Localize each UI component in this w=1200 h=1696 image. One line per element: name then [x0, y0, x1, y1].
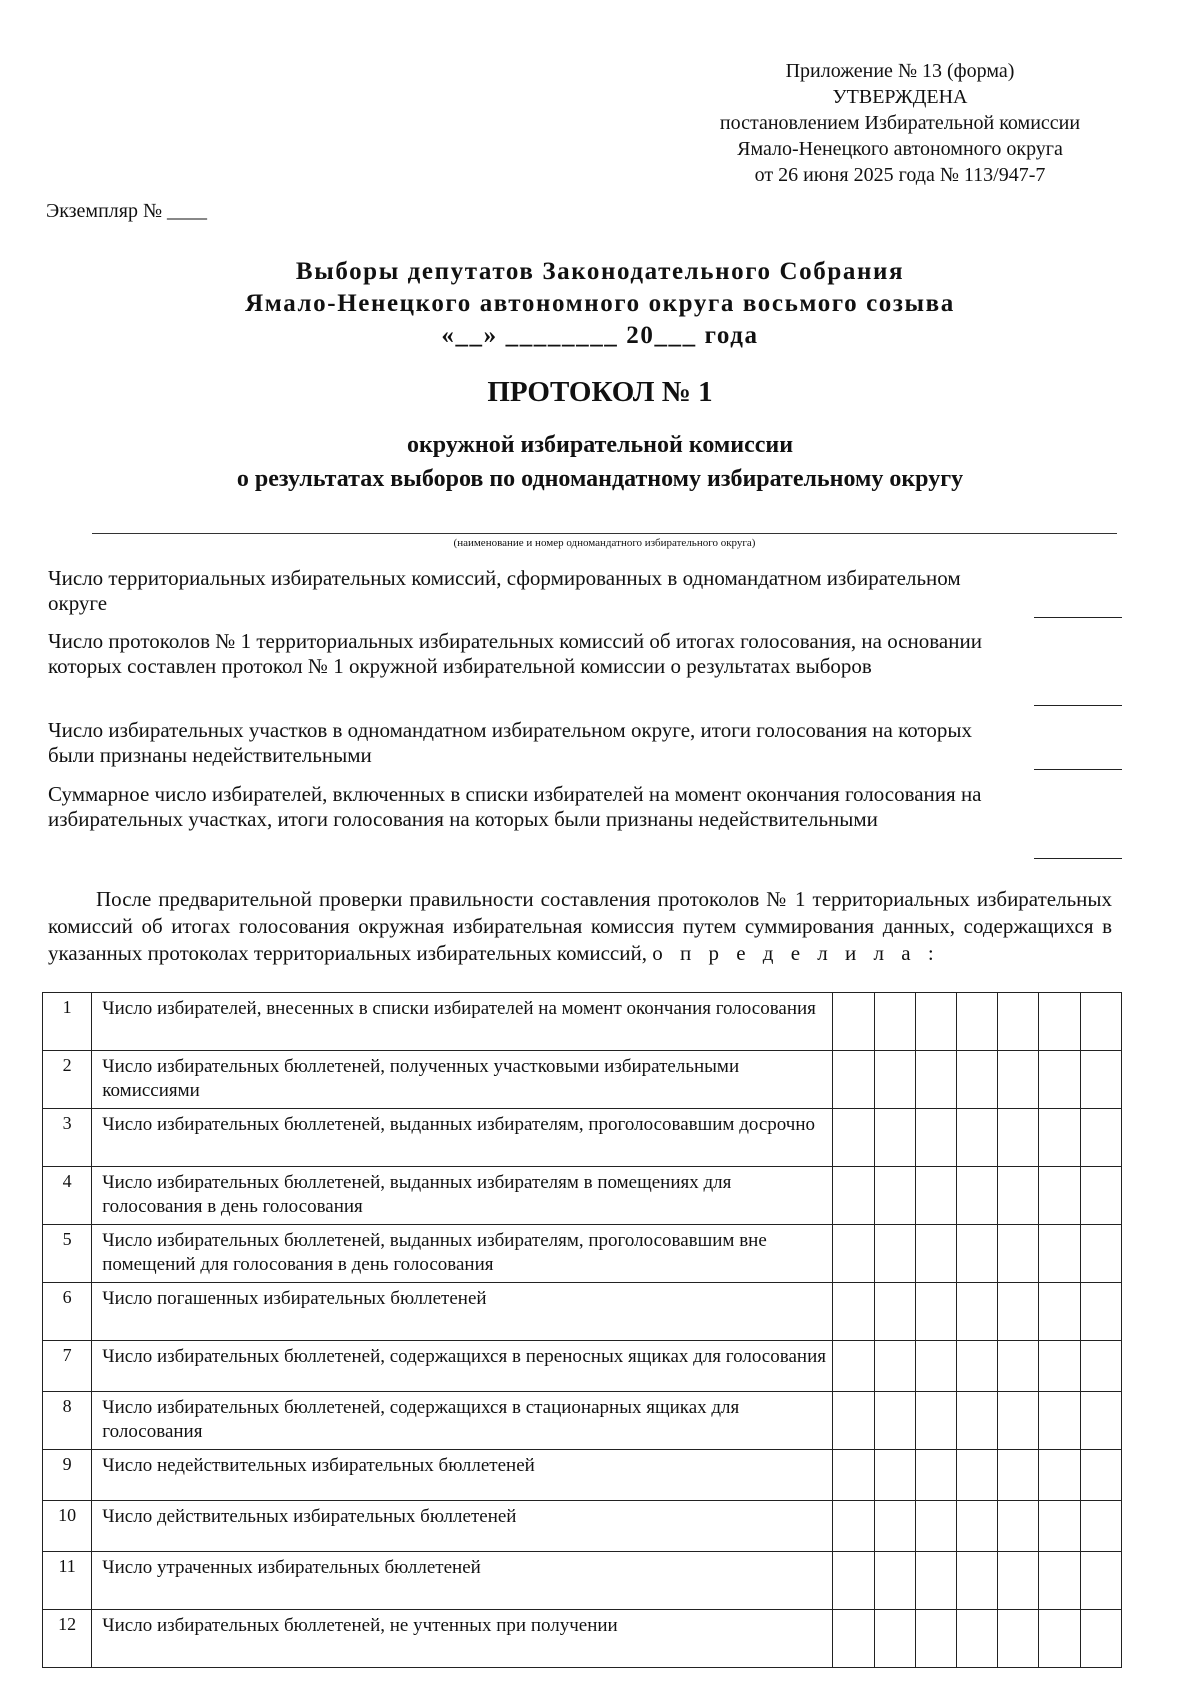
- digit-cell[interactable]: [957, 993, 998, 1051]
- row-label: Число избирательных бюллетеней, выданных избирателям в помещениях для голосования в день голосования: [92, 1167, 833, 1225]
- row-label: Число недействительных избирательных бюллетеней: [92, 1450, 833, 1501]
- table-row: [43, 1341, 1122, 1392]
- table-row: [43, 1610, 1122, 1668]
- digit-cell[interactable]: [915, 1501, 956, 1552]
- row-number: 5: [43, 1225, 92, 1283]
- digit-cell[interactable]: [833, 1610, 874, 1668]
- digit-cell[interactable]: [998, 993, 1039, 1051]
- digit-cell[interactable]: [957, 1051, 998, 1109]
- digit-cell[interactable]: [1080, 1109, 1121, 1167]
- digit-cell[interactable]: [998, 1501, 1039, 1552]
- table-row: [43, 1051, 1122, 1109]
- digit-cell[interactable]: [957, 1283, 998, 1341]
- digit-cell[interactable]: [833, 1051, 874, 1109]
- digit-cell[interactable]: [957, 1341, 998, 1392]
- results-table: [42, 992, 1122, 1668]
- digit-cell[interactable]: [1039, 1392, 1080, 1450]
- decision-text: После предварительной проверки правильности составления протоколов № 1 территориальных избирательных комиссий об итогах голосования окружная избирательная комиссия путем суммирования данных, содержащихся в указанных протоколах территориальных избирательных комиссий,: [48, 887, 1112, 965]
- digit-cell[interactable]: [998, 1051, 1039, 1109]
- digit-cell[interactable]: [957, 1109, 998, 1167]
- info-item-invalid-precincts: Число избирательных участков в одномандатном избирательном округе, итоги голосования на которых были признаны недействительными: [48, 718, 972, 767]
- digit-cell[interactable]: [998, 1225, 1039, 1283]
- approved-label: УТВЕРЖДЕНА: [832, 86, 968, 108]
- info-blank-invalid-precincts[interactable]: [1034, 769, 1122, 770]
- digit-cell[interactable]: [957, 1610, 998, 1668]
- digit-cell[interactable]: [998, 1109, 1039, 1167]
- digit-cell[interactable]: [1080, 1552, 1121, 1610]
- digit-cell[interactable]: [833, 1109, 874, 1167]
- table-row: [43, 1552, 1122, 1610]
- digit-cell[interactable]: [1080, 1283, 1121, 1341]
- digit-cell[interactable]: [1080, 1450, 1121, 1501]
- row-label: Число утраченных избирательных бюллетеней: [92, 1552, 833, 1610]
- digit-cell[interactable]: [957, 1501, 998, 1552]
- row-number: 2: [43, 1051, 92, 1109]
- digit-cell[interactable]: [1080, 993, 1121, 1051]
- digit-cell[interactable]: [1039, 1610, 1080, 1668]
- election-title-line1: Выборы депутатов Законодательного Собрания: [295, 258, 905, 285]
- info-item-protocols: Число протоколов № 1 территориальных избирательных комиссий об итогах голосования, на основании которых составлен протокол № 1 окружной избирательной комиссии о результатах выборов: [48, 629, 982, 678]
- digit-cell[interactable]: [874, 1341, 915, 1392]
- district-name-field[interactable]: [92, 533, 1117, 534]
- row-label: Число действительных избирательных бюллетеней: [92, 1501, 833, 1552]
- row-number: 1: [43, 993, 92, 1051]
- digit-cell[interactable]: [1039, 1167, 1080, 1225]
- row-label: Число избирательных бюллетеней, выданных избирателям, проголосовавшим досрочно: [92, 1109, 833, 1167]
- digit-cell[interactable]: [915, 1450, 956, 1501]
- digit-cell[interactable]: [957, 1552, 998, 1610]
- district-caption: (наименование и номер одномандатного избирательного округа): [453, 537, 756, 549]
- row-label: Число избирательных бюллетеней, не учтенных при получении: [92, 1610, 833, 1668]
- approval-stamp: [660, 58, 1140, 188]
- digit-cell[interactable]: [833, 1501, 874, 1552]
- digit-cell[interactable]: [998, 1610, 1039, 1668]
- digit-cell[interactable]: [1039, 1552, 1080, 1610]
- digit-cell[interactable]: [915, 1392, 956, 1450]
- election-heading: [0, 256, 1200, 352]
- digit-cell[interactable]: [915, 1341, 956, 1392]
- digit-cell[interactable]: [1039, 1341, 1080, 1392]
- digit-cell[interactable]: [833, 1225, 874, 1283]
- digit-cell[interactable]: [874, 1392, 915, 1450]
- digit-cell[interactable]: [957, 1392, 998, 1450]
- row-label: Число избирательных бюллетеней, содержащихся в стационарных ящиках для голосования: [92, 1392, 833, 1450]
- table-row: [43, 1225, 1122, 1283]
- info-blank-protocols[interactable]: [1034, 705, 1122, 706]
- appendix-number: Приложение № 13 (форма): [785, 60, 1015, 82]
- digit-cell[interactable]: [833, 1167, 874, 1225]
- copy-number-label: Экземпляр № ____: [46, 200, 208, 222]
- digit-cell[interactable]: [833, 1341, 874, 1392]
- digit-cell[interactable]: [915, 1283, 956, 1341]
- table-row: [43, 1450, 1122, 1501]
- table-row: [43, 1501, 1122, 1552]
- digit-cell[interactable]: [833, 993, 874, 1051]
- digit-cell[interactable]: [833, 1450, 874, 1501]
- digit-cell[interactable]: [1039, 1051, 1080, 1109]
- digit-cell[interactable]: [874, 1225, 915, 1283]
- info-item-voters-invalid: Суммарное число избирателей, включенных в списки избирателей на момент окончания голосования на избирательных участках, итоги голосования на которых были признаны недействительными: [48, 782, 982, 831]
- row-number: 10: [43, 1501, 92, 1552]
- commission-heading: [0, 428, 1200, 496]
- digit-cell[interactable]: [1080, 1501, 1121, 1552]
- digit-cell[interactable]: [874, 1610, 915, 1668]
- digit-cell[interactable]: [874, 1552, 915, 1610]
- digit-cell[interactable]: [874, 1450, 915, 1501]
- digit-cell[interactable]: [915, 1167, 956, 1225]
- digit-cell[interactable]: [1080, 1167, 1121, 1225]
- digit-cell[interactable]: [874, 1167, 915, 1225]
- table-row: [43, 1283, 1122, 1341]
- row-label: Число погашенных избирательных бюллетеней: [92, 1283, 833, 1341]
- digit-cell[interactable]: [998, 1392, 1039, 1450]
- decision-verb: о п р е д е л и л а :: [652, 941, 940, 965]
- row-number: 7: [43, 1341, 92, 1392]
- digit-cell[interactable]: [915, 1109, 956, 1167]
- info-blank-commissions[interactable]: [1034, 617, 1122, 618]
- digit-cell[interactable]: [1080, 1392, 1121, 1450]
- digit-cell[interactable]: [1080, 1610, 1121, 1668]
- digit-cell[interactable]: [915, 1552, 956, 1610]
- protocol-title: ПРОТОКОЛ № 1: [487, 376, 713, 408]
- table-row: [43, 1167, 1122, 1225]
- digit-cell[interactable]: [1039, 1109, 1080, 1167]
- digit-cell[interactable]: [957, 1450, 998, 1501]
- digit-cell[interactable]: [915, 1225, 956, 1283]
- row-label: Число избирательных бюллетеней, содержащихся в переносных ящиках для голосования: [92, 1341, 833, 1392]
- digit-cell[interactable]: [957, 1225, 998, 1283]
- digit-cell[interactable]: [915, 1610, 956, 1668]
- digit-cell[interactable]: [874, 1501, 915, 1552]
- digit-cell[interactable]: [915, 1051, 956, 1109]
- digit-cell[interactable]: [833, 1283, 874, 1341]
- row-label: Число избирательных бюллетеней, полученных участковыми избирательными комиссиями: [92, 1051, 833, 1109]
- digit-cell[interactable]: [1039, 1283, 1080, 1341]
- digit-cell[interactable]: [998, 1552, 1039, 1610]
- digit-cell[interactable]: [874, 1283, 915, 1341]
- row-number: 6: [43, 1283, 92, 1341]
- table-row: [43, 1392, 1122, 1450]
- election-title-line2: Ямало-Ненецкого автономного округа восьмого созыва: [245, 290, 955, 317]
- digit-cell[interactable]: [1080, 1051, 1121, 1109]
- info-blank-voters-invalid[interactable]: [1034, 858, 1122, 859]
- digit-cell[interactable]: [915, 993, 956, 1051]
- row-label: Число избирателей, внесенных в списки избирателей на момент окончания голосования: [92, 993, 833, 1051]
- commission-line1: окружной избирательной комиссии: [406, 432, 794, 458]
- digit-cell[interactable]: [998, 1283, 1039, 1341]
- digit-cell[interactable]: [998, 1341, 1039, 1392]
- approval-decree: постановлением Избирательной комиссии: [719, 112, 1081, 134]
- digit-cell[interactable]: [874, 1109, 915, 1167]
- row-number: 9: [43, 1450, 92, 1501]
- digit-cell[interactable]: [833, 1552, 874, 1610]
- digit-cell[interactable]: [874, 1051, 915, 1109]
- digit-cell[interactable]: [1039, 1225, 1080, 1283]
- election-date-line: «__» ________ 20___ года: [441, 322, 759, 349]
- digit-cell[interactable]: [1039, 1501, 1080, 1552]
- row-number: 3: [43, 1109, 92, 1167]
- digit-cell[interactable]: [1039, 993, 1080, 1051]
- row-number: 8: [43, 1392, 92, 1450]
- decision-paragraph: [48, 886, 1112, 967]
- commission-line2: о результатах выборов по одномандатному избирательному округу: [236, 466, 964, 492]
- digit-cell[interactable]: [833, 1392, 874, 1450]
- digit-cell[interactable]: [957, 1167, 998, 1225]
- row-number: 12: [43, 1610, 92, 1668]
- digit-cell[interactable]: [874, 993, 915, 1051]
- digit-cell[interactable]: [1080, 1341, 1121, 1392]
- digit-cell[interactable]: [998, 1450, 1039, 1501]
- digit-cell[interactable]: [1080, 1225, 1121, 1283]
- row-number: 4: [43, 1167, 92, 1225]
- approval-region: Ямало-Ненецкого автономного округа: [737, 138, 1063, 160]
- row-label: Число избирательных бюллетеней, выданных избирателям, проголосовавшим вне помещений для голосования в день голосования: [92, 1225, 833, 1283]
- table-row: [43, 993, 1122, 1051]
- digit-cell[interactable]: [998, 1167, 1039, 1225]
- row-number: 11: [43, 1552, 92, 1610]
- info-item-commissions: Число территориальных избирательных комиссий, сформированных в одномандатном избирательном округе: [48, 566, 961, 615]
- table-row: [43, 1109, 1122, 1167]
- digit-cell[interactable]: [1039, 1450, 1080, 1501]
- approval-date: от 26 июня 2025 года № 113/947-7: [754, 164, 1046, 186]
